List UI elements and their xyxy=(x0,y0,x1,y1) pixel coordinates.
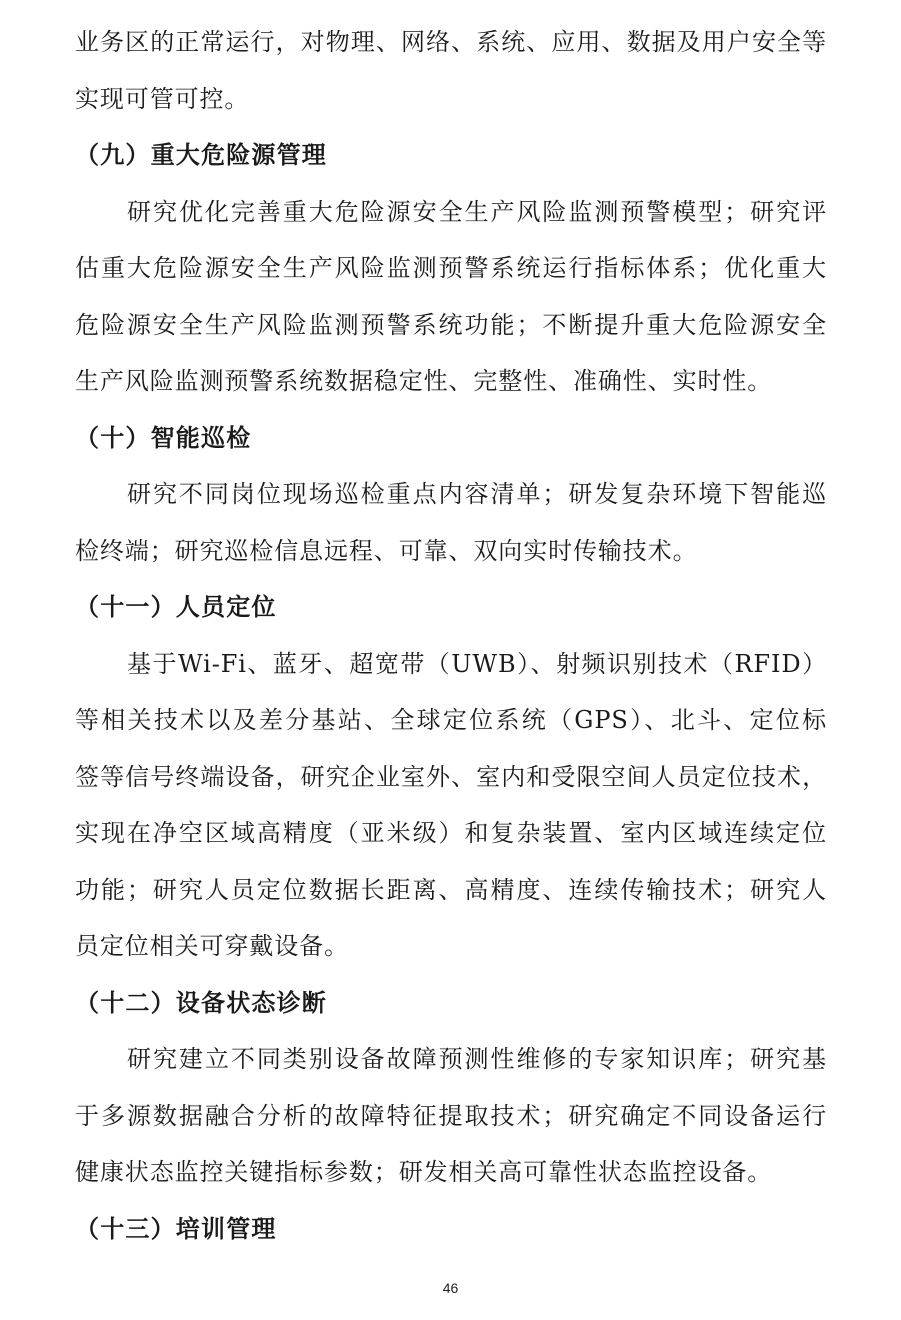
section-heading: （十一）人员定位 xyxy=(75,592,277,621)
paragraph-line: 签等信号终端设备，研究企业室外、室内和受限空间人员定位技术， xyxy=(75,762,827,791)
paragraph-line: 业务区的正常运行，对物理、网络、系统、应用、数据及用户安全等 xyxy=(75,28,827,56)
page-number: 46 xyxy=(442,1280,459,1296)
document-page xyxy=(75,14,827,1257)
paragraph-line: 危险源安全生产风险监测预警系统功能；不断提升重大危险源安全 xyxy=(75,310,827,339)
paragraph-line: 检终端；研究巡检信息远程、可靠、双向实时传输技术。 xyxy=(75,536,698,565)
paragraph-line: 估重大危险源安全生产风险监测预警系统运行指标体系；优化重大 xyxy=(75,254,827,282)
paragraph-line: 实现在净空区域高精度（亚米级）和复杂装置、室内区域连续定位 xyxy=(75,819,827,847)
paragraph-line: 功能；研究人员定位数据长距离、高精度、连续传输技术；研究人 xyxy=(75,875,827,904)
paragraph-line: 健康状态监控关键指标参数；研发相关高可靠性状态监控设备。 xyxy=(75,1158,773,1186)
paragraph-line: 员定位相关可穿戴设备。 xyxy=(75,932,349,960)
paragraph-line: 研究不同岗位现场巡检重点内容清单；研发复杂环境下智能巡 xyxy=(127,480,827,508)
section-heading: （十二）设备状态诊断 xyxy=(75,987,327,1017)
section-heading: （九）重大危险源管理 xyxy=(75,140,327,169)
section-heading: （十三）培训管理 xyxy=(75,1213,277,1243)
section-heading: （十）智能巡检 xyxy=(75,422,252,452)
paragraph-line: 基于Wi-Fi、蓝牙、超宽带（UWB）、射频识别技术（RFID） xyxy=(127,649,827,678)
paragraph-line: 生产风险监测预警系统数据稳定性、完整性、准确性、实时性。 xyxy=(75,367,773,395)
paragraph-line: 研究建立不同类别设备故障预测性维修的专家知识库；研究基 xyxy=(127,1045,827,1073)
paragraph-line: 研究优化完善重大危险源安全生产风险监测预警模型；研究评 xyxy=(127,197,827,226)
paragraph-line: 实现可管可控。 xyxy=(75,84,250,113)
paragraph-line: 于多源数据融合分析的故障特征提取技术；研究确定不同设备运行 xyxy=(75,1101,827,1130)
paragraph-line: 等相关技术以及差分基站、全球定位系统（GPS）、北斗、定位标 xyxy=(75,706,827,734)
